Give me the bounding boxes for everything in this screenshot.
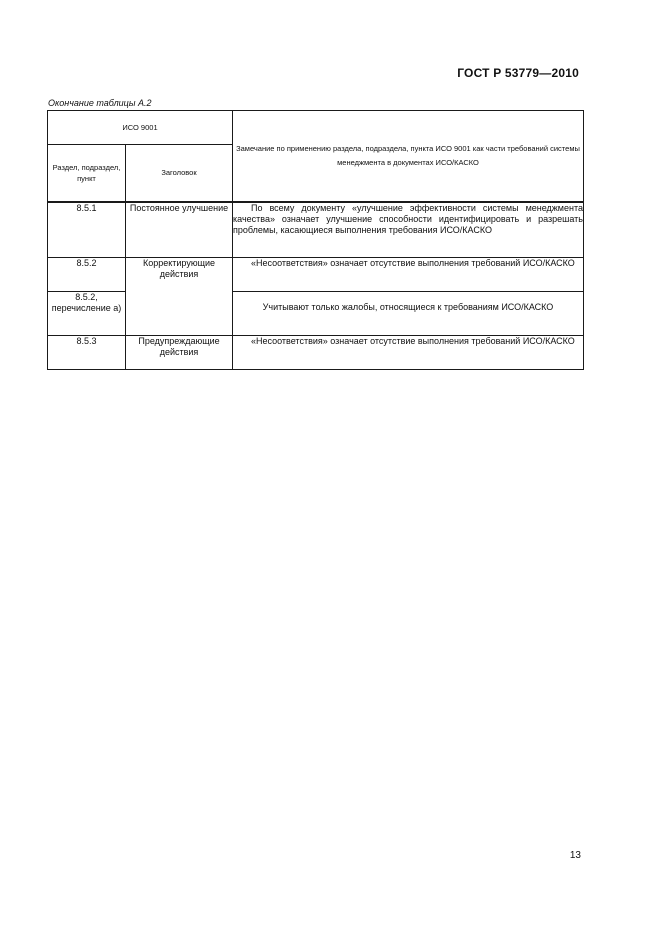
page-number: 13: [569, 850, 581, 861]
correspondence-table: [47, 110, 584, 370]
section-number: 8.5.3: [48, 336, 126, 370]
section-column-header: Раздел, подраздел, пункт: [48, 145, 126, 202]
section-number: 8.5.1: [48, 202, 126, 258]
document-standard-title: ГОСТ Р 53779—2010: [457, 66, 579, 80]
table-caption: Окончание таблицы А.2: [48, 98, 152, 108]
remark-column-header: Замечание по применению раздела, подраздела, пункта ИСО 9001 как части требований системы менеджмента в документах ИСО/КАСКО: [233, 111, 584, 202]
section-heading: Постоянное улучшение: [126, 202, 233, 258]
table-row: [48, 258, 584, 292]
section-heading: Предупреждающие действия: [126, 336, 233, 370]
section-remark: По всему документу «улучшение эффективности системы менеджмента качества» означает улучшение способности идентифицировать и разрешать проблемы, касающиеся выполнения требования ИСО/КАСКО: [233, 202, 584, 258]
section-number: 8.5.2: [48, 258, 126, 292]
section-number: 8.5.2, перечисление а): [48, 292, 126, 336]
table-row: [48, 202, 584, 258]
section-heading: Корректирующие действия: [126, 258, 233, 336]
section-remark: Учитывают только жалобы, относящиеся к требованиям ИСО/КАСКО: [233, 292, 584, 336]
section-remark: «Несоответствия» означает отсутствие выполнения требований ИСО/КАСКО: [233, 258, 584, 292]
section-remark: «Несоответствия» означает отсутствие выполнения требований ИСО/КАСКО: [233, 336, 584, 370]
heading-column-header: Заголовок: [126, 145, 233, 202]
iso-9001-group-header: ИСО 9001: [48, 111, 233, 145]
table-row: [48, 336, 584, 370]
